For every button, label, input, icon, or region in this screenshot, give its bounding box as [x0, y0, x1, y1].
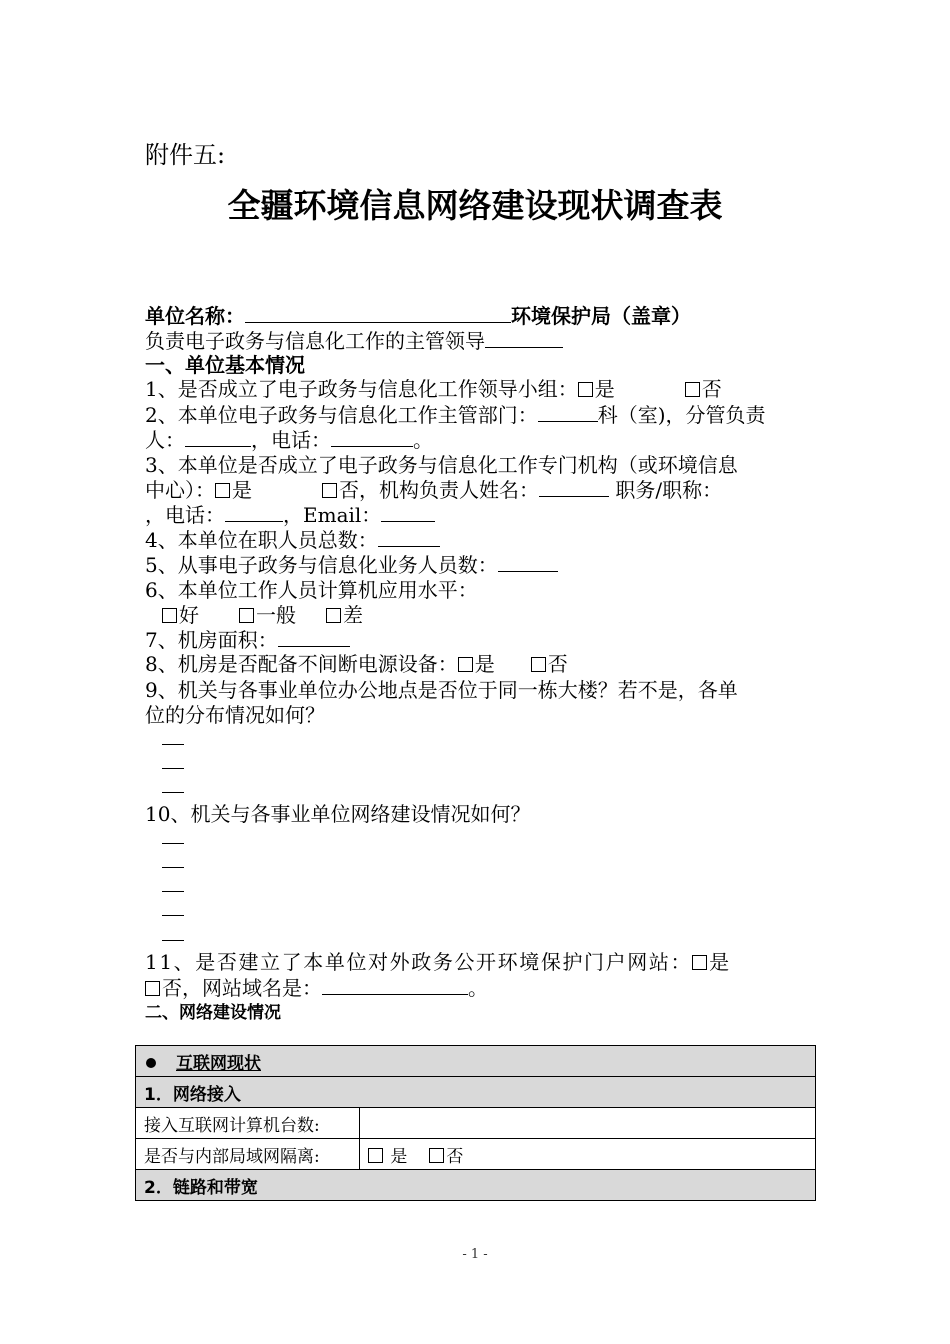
q8-yes-label: 是 [474, 652, 495, 676]
q11-yes-checkbox[interactable] [692, 955, 707, 970]
q3-title-label: 职务/职称： [615, 478, 723, 502]
q1-text: 1、是否成立了电子政务与信息化工作领导小组： [145, 377, 578, 401]
q9-line1: 9、机关与各事业单位办公地点是否位于同一栋大楼？若不是，各单 [145, 678, 738, 702]
q3-yes-checkbox[interactable] [215, 483, 230, 498]
q1-yes-label: 是 [594, 377, 615, 401]
q3-line1: 3、本单位是否成立了电子政务与信息化工作专门机构（或环境信息 [145, 453, 738, 477]
q11-line1 [145, 946, 731, 975]
q11-line2 [145, 972, 488, 1001]
q3-phone-label: ，电话： [145, 503, 225, 527]
bullet-icon [146, 1058, 156, 1068]
leader-label: 负责电子政务与信息化工作的主管领导 [145, 329, 485, 353]
q10-line: 10、机关与各事业单位网络建设情况如何？ [145, 802, 531, 826]
q11-end: 。 [468, 976, 488, 1000]
table-header-row [136, 1046, 816, 1077]
q1-yes-checkbox[interactable] [578, 382, 593, 397]
q1-line [145, 373, 722, 402]
q2-phone-label: ，电话： [251, 428, 331, 452]
q2-prefix: 2、本单位电子政务与信息化工作主管部门： [145, 403, 538, 427]
q6-opt3-checkbox[interactable] [326, 608, 341, 623]
q2-person-blank[interactable] [185, 428, 251, 447]
q7-blank[interactable] [278, 628, 350, 647]
unit-name-blank[interactable] [245, 304, 511, 323]
q11-text: 11、是否建立了本单位对外政务公开环境保护门户网站： [145, 950, 693, 974]
table-header-label: 互联网现状 [176, 1053, 261, 1074]
q5-blank[interactable] [498, 553, 558, 572]
section1-heading: 一、单位基本情况 [145, 353, 305, 377]
table-subheader-row [136, 1077, 816, 1108]
q6-opt1-checkbox[interactable] [162, 608, 177, 623]
q10-answer-line-3[interactable] [162, 891, 184, 892]
row2-no-checkbox[interactable] [429, 1148, 444, 1163]
q9-answer-line-1[interactable] [162, 744, 184, 745]
table-row [136, 1139, 816, 1170]
row2-yes-label: 是 [390, 1146, 408, 1167]
q9-answer-line-3[interactable] [162, 792, 184, 793]
q8-text: 8、机房是否配备不间断电源设备： [145, 652, 458, 676]
q8-no-label: 否 [547, 652, 568, 676]
q3-email-label: ，Email： [283, 503, 382, 527]
q4-text: 4、本单位在职人员总数： [145, 528, 378, 552]
q4-blank[interactable] [378, 528, 440, 547]
q3-no-label: 否，机构负责人姓名： [339, 478, 539, 502]
q6-opt2-checkbox[interactable] [239, 608, 254, 623]
q6-opt2-label: 一般 [256, 603, 296, 627]
row2-label: 是否与内部局域网隔离: [136, 1139, 360, 1170]
q3-center-label: 中心）： [145, 478, 215, 502]
page-title: 全疆环境信息网络建设现状调查表 [227, 186, 723, 225]
q2-department-blank[interactable] [538, 403, 598, 422]
q2-phone-blank[interactable] [331, 428, 413, 447]
table-header-cell [136, 1046, 816, 1077]
leader-blank[interactable] [485, 329, 563, 348]
q10-answer-line-2[interactable] [162, 867, 184, 868]
row1-label: 接入互联网计算机台数: [136, 1108, 360, 1139]
q5-text: 5、从事电子政务与信息化业务人员数： [145, 553, 498, 577]
internet-status-table [135, 1045, 816, 1201]
q1-no-checkbox[interactable] [685, 382, 700, 397]
row2-no-label: 否 [446, 1146, 464, 1167]
q11-domain-blank[interactable] [322, 976, 468, 995]
q8-no-checkbox[interactable] [531, 657, 546, 672]
q3-email-blank[interactable] [381, 503, 435, 522]
q10-answer-line-5[interactable] [162, 940, 184, 941]
q3-yes-label: 是 [232, 478, 252, 502]
table-subheader-link-bandwidth: 2．链路和带宽 [136, 1170, 816, 1201]
table-subheader-row [136, 1170, 816, 1201]
unit-name-suffix: 环境保护局（盖章） [511, 304, 691, 328]
q6-opt1-label: 好 [179, 603, 199, 627]
table-row [136, 1108, 816, 1139]
q9-line2: 位的分布情况如何？ [145, 703, 325, 727]
q2-end: 。 [413, 428, 433, 452]
q3-head-name-blank[interactable] [539, 478, 609, 497]
q11-yes-label: 是 [709, 950, 731, 974]
q1-no-label: 否 [701, 377, 722, 401]
table-subheader-network-access: 1．网络接入 [136, 1077, 816, 1108]
q10-answer-line-1[interactable] [162, 843, 184, 844]
q2-suffix: 科（室)，分管负责 [597, 403, 766, 427]
row1-value-cell[interactable] [360, 1108, 816, 1139]
attachment-label: 附件五: [145, 141, 226, 169]
q9-answer-line-2[interactable] [162, 768, 184, 769]
q10-answer-line-4[interactable] [162, 915, 184, 916]
q6-line: 6、本单位工作人员计算机应用水平： [145, 578, 478, 602]
page-number: - 1 - [462, 1247, 488, 1262]
row2-yes-checkbox[interactable] [368, 1148, 383, 1163]
q3-no-checkbox[interactable] [322, 483, 337, 498]
q6-opt3-label: 差 [343, 603, 363, 627]
q11-no-checkbox[interactable] [145, 981, 160, 996]
section2-heading: 二、网络建设情况 [145, 1003, 281, 1023]
q3-phone-blank[interactable] [225, 503, 283, 522]
q8-yes-checkbox[interactable] [458, 657, 473, 672]
q2-person-label: 人： [145, 428, 185, 452]
unit-name-label: 单位名称： [145, 304, 245, 328]
row2-value-cell [360, 1139, 816, 1170]
q7-text: 7、机房面积： [145, 628, 278, 652]
q11-no-label: 否，网站域名是： [162, 976, 322, 1000]
q8-line [145, 648, 568, 677]
